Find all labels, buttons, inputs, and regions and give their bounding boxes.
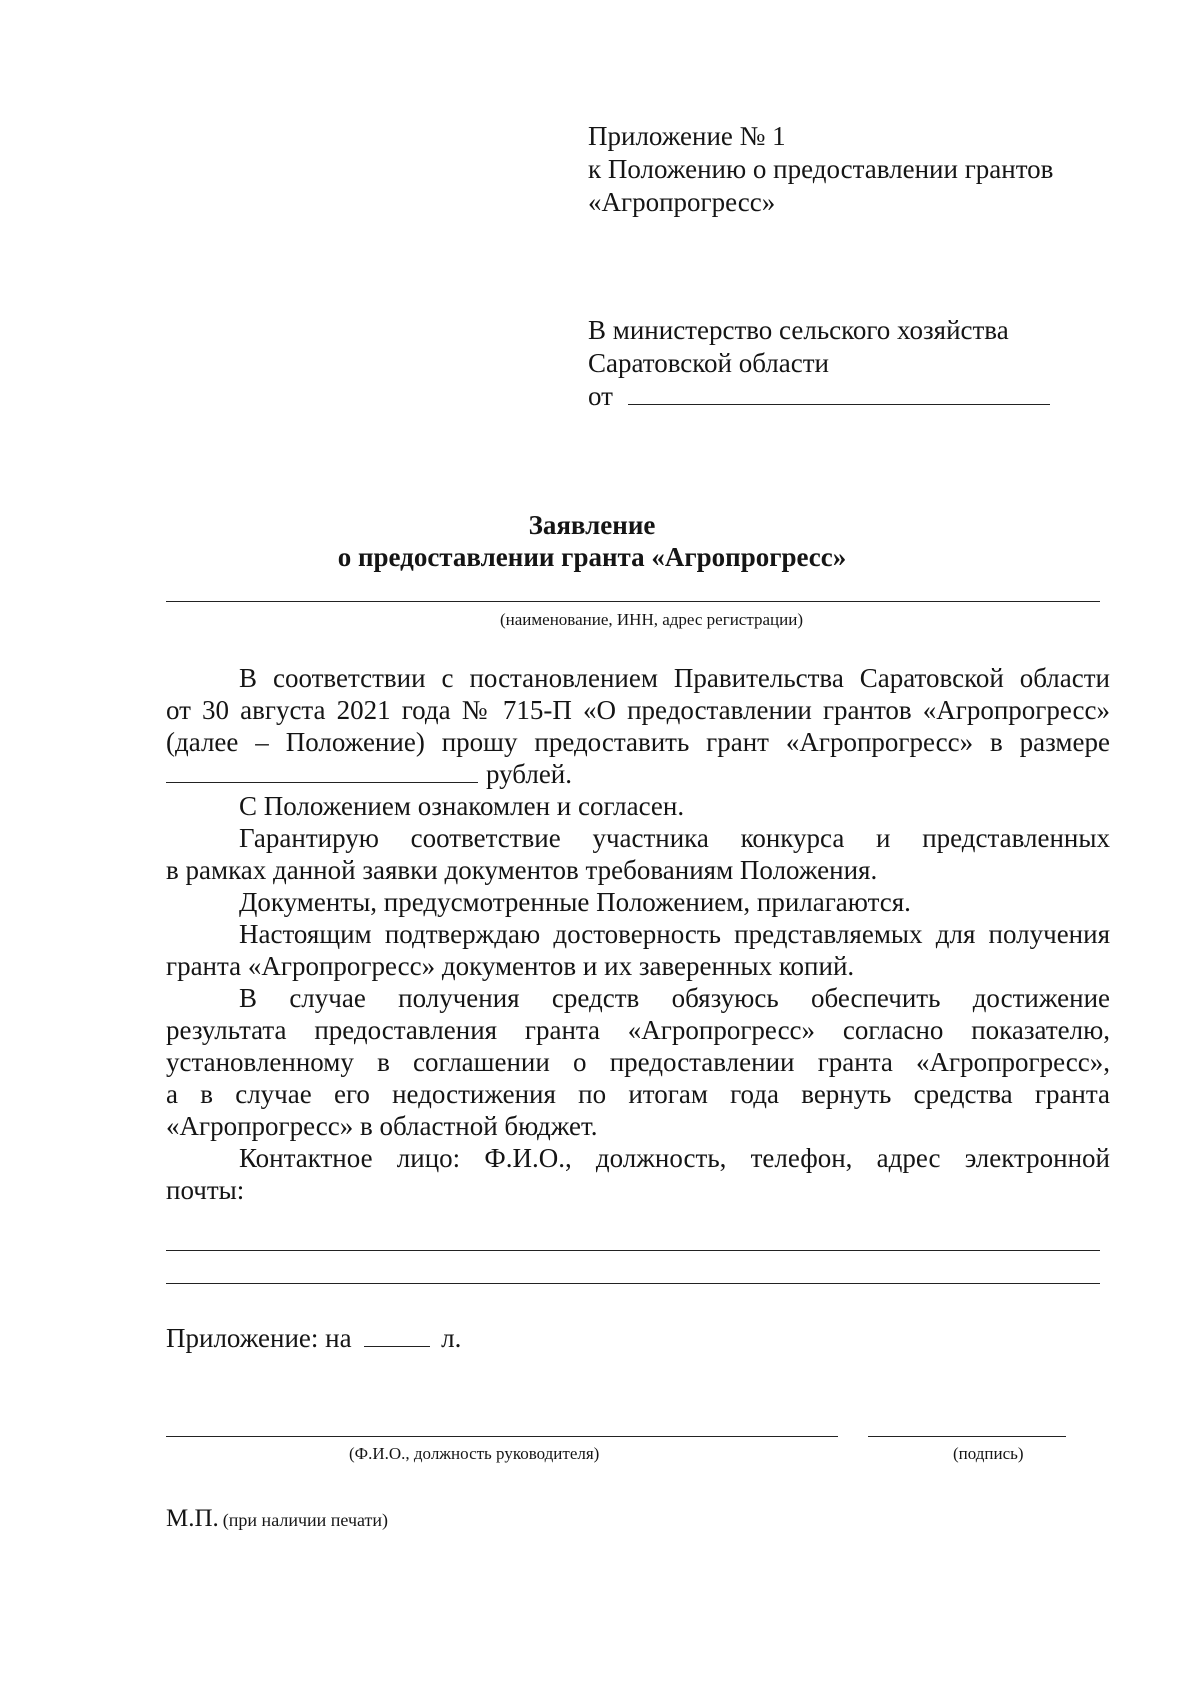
body-p5-line-1: Настоящим подтверждаю достоверность представляемых для получения (239, 919, 1110, 949)
contact-blank-line-1[interactable] (166, 1250, 1100, 1251)
attachment-row (166, 1322, 461, 1355)
body-p1-line-3: (далее – Положение) прошу предоставить грант «Агропрогресс» в размере (166, 727, 1110, 757)
title-line-1: Заявление (528, 510, 656, 540)
title-line-2: о предоставлении гранта «Агропрогресс» (337, 542, 847, 572)
addressee-line-2: Саратовской области (588, 348, 829, 378)
addressee-block (588, 314, 1050, 413)
applicant-caption: (наименование, ИНН, адрес регистрации) (500, 610, 803, 629)
addressee-line-1: В министерство сельского хозяйства (588, 315, 1009, 345)
signature-blank-line[interactable] (868, 1436, 1066, 1437)
application-body (166, 662, 1110, 1206)
body-p6-line-3: установленному в соглашении о предоставлении гранта «Агропрогресс», (166, 1047, 1110, 1077)
head-name-caption: (Ф.И.О., должность руководителя) (349, 1444, 600, 1463)
body-p7-line-2: почты: (166, 1175, 245, 1205)
attachment-pages-blank[interactable] (364, 1324, 430, 1347)
body-p5-line-2: гранта «Агропрогресс» документов и их заверенных копий. (166, 951, 855, 981)
head-name-blank-line[interactable] (166, 1436, 838, 1437)
annex-line-1: Приложение № 1 (588, 121, 786, 151)
body-p6-line-5: «Агропрогресс» в областной бюджет. (166, 1111, 598, 1141)
stamp-label: М.П. (166, 1505, 219, 1532)
attachment-suffix: л. (441, 1323, 462, 1353)
applicant-blank-line[interactable] (166, 601, 1100, 602)
body-p1-line-1: В соответствии с постановлением Правительства Саратовской области (239, 663, 1110, 693)
stamp-note: (при наличии печати) (222, 1510, 389, 1530)
body-p2: С Положением ознакомлен и согласен. (239, 791, 685, 821)
stamp-row (166, 1505, 388, 1533)
body-p7-line-1: Контактное лицо: Ф.И.О., должность, телефон, адрес электронной (239, 1143, 1110, 1173)
body-p6-line-4: а в случае его недостижения по итогам года вернуть средства гранта (166, 1079, 1110, 1109)
document-title (0, 509, 1192, 573)
amount-suffix: рублей. (486, 759, 573, 789)
from-label: от (588, 381, 613, 411)
attachment-label: Приложение: на (166, 1323, 352, 1353)
body-p6-line-2: результата предоставления гранта «Агропрогресс» согласно показателю, (166, 1015, 1110, 1045)
body-p3-line-2: в рамках данной заявки документов требованиям Положения. (166, 855, 878, 885)
body-p4: Документы, предусмотренные Положением, прилагаются. (239, 887, 911, 917)
signature-caption: (подпись) (953, 1444, 1024, 1463)
from-row (588, 380, 1050, 413)
body-p1-line-4 (166, 758, 1110, 790)
annex-line-3: «Агропрогресс» (588, 187, 776, 217)
from-blank-line[interactable] (628, 382, 1050, 405)
body-p3-line-1: Гарантирую соответствие участника конкурса и представленных (239, 823, 1110, 853)
annex-line-2: к Положению о предоставлении грантов (588, 154, 1054, 184)
contact-blank-line-2[interactable] (166, 1283, 1100, 1284)
body-p1-line-2: от 30 августа 2021 года № 715-П «О предоставлении грантов «Агропрогресс» (166, 695, 1110, 725)
amount-blank-line[interactable] (166, 760, 478, 783)
annex-header (588, 120, 1053, 219)
body-p6-line-1: В случае получения средств обязуюсь обеспечить достижение (239, 983, 1110, 1013)
